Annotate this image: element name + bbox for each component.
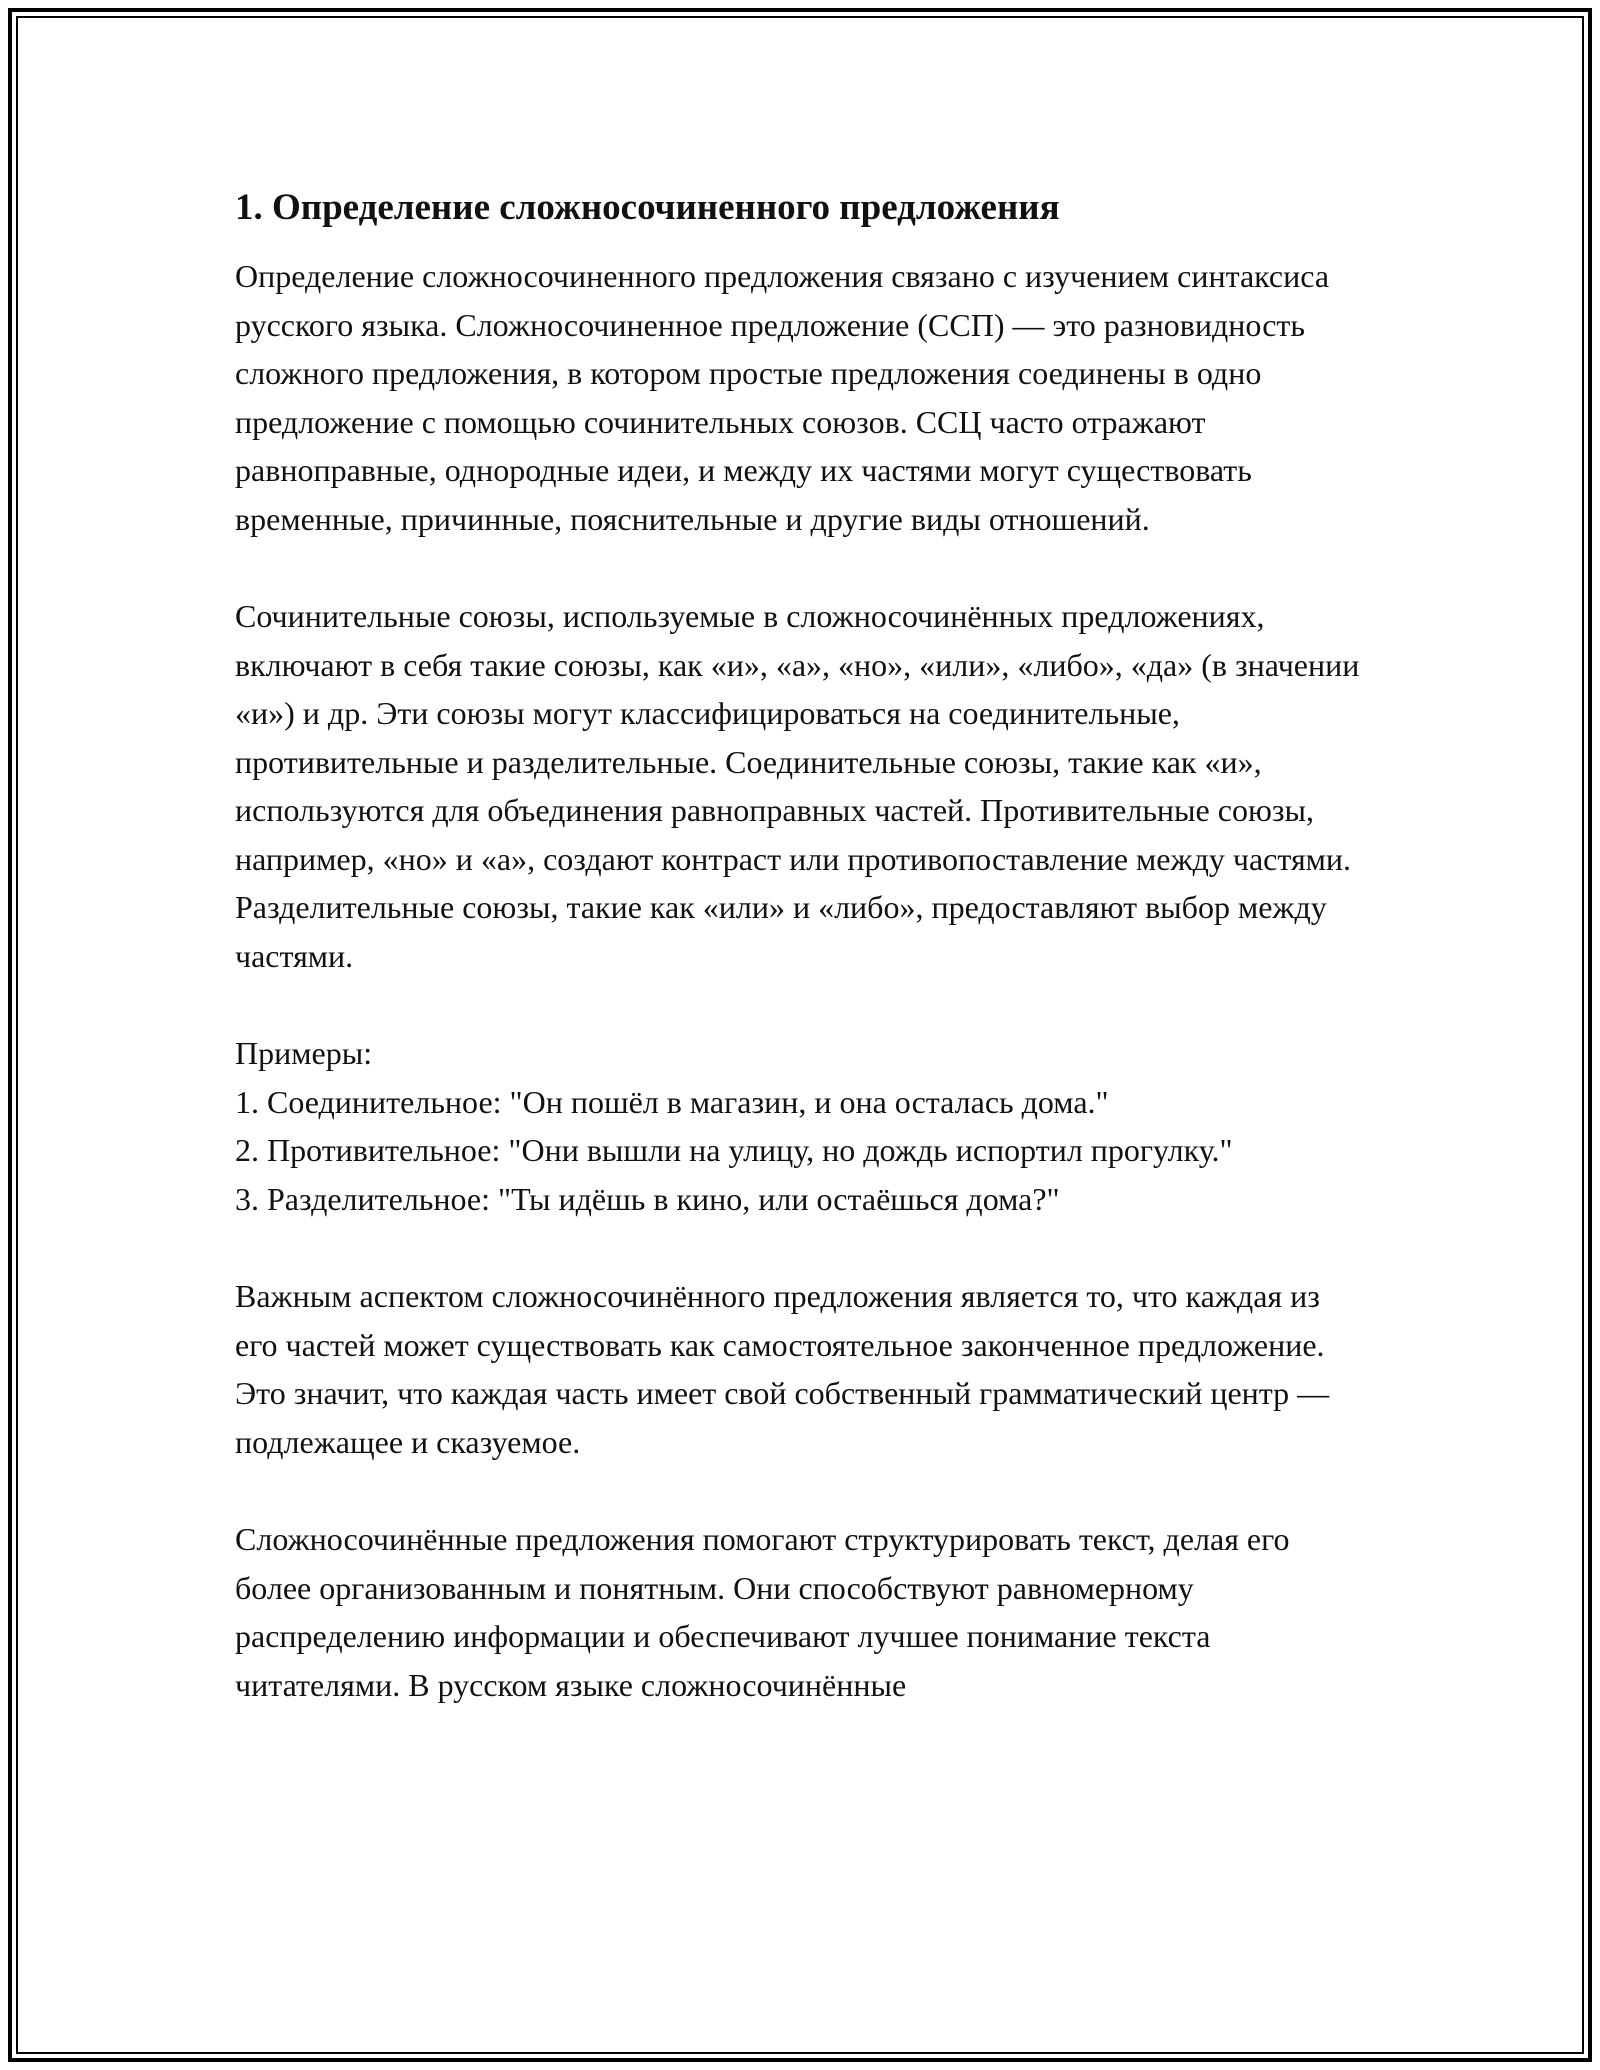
example-item-disjunctive: 3. Разделительное: "Ты идёшь в кино, или остаёшься дома?": [235, 1180, 1060, 1217]
paragraph-conjunctions: Сочинительные союзы, используемые в сложносочинённых предложениях, включают в себя такие союзы, как «и», «а», «но», «или», «либо», «да» (в значении «и») и др. Эти союзы могут классифицироваться на соединительные, противительные и разделительные. Соединительные союзы, такие как «и», используются для объединения равноправных частей. Противительные союзы, например, «но» и «а», создают контраст или противопоставление между частями. Разделительные союзы, такие как «или» и «либо», предоставляют выбор между частями.: [235, 598, 1360, 974]
examples-list: [235, 1029, 1365, 1223]
examples-heading: Примеры:: [235, 1035, 373, 1072]
document-body: [235, 186, 1365, 1758]
example-item-connective: 1. Соединительное: "Он пошёл в магазин, и она осталась дома.": [235, 1083, 1109, 1120]
paragraph-text-structure: Сложносочинённые предложения помогают структурировать текст, делая его более организованным и понятным. Они способствуют равномерному распределению информации и обеспечивают лучшее понимание текста читателями. В русском языке сложносочинённые: [235, 1521, 1290, 1703]
paragraph-grammatical-center: Важным аспектом сложносочинённого предложения является то, что каждая из его частей может существовать как самостоятельное законченное предложение. Это значит, что каждая часть имеет свой собственный грамматический центр — подлежащее и сказуемое.: [235, 1278, 1330, 1460]
paragraph-definition: Определение сложносочиненного предложения связано с изучением синтаксиса русского языка. Сложносочиненное предложение (ССП) — это разновидность сложного предложения, в котором простые предложения соединены в одно предложение с помощью сочинительных союзов. ССЦ часто отражают равноправные, однородные идеи, и между их частями могут существовать временные, причинные, пояснительные и другие виды отношений.: [235, 258, 1330, 537]
example-item-adversative: 2. Противительное: "Они вышли на улицу, но дождь испортил прогулку.": [235, 1132, 1233, 1169]
section-title: 1. Определение сложносочиненного предложения: [235, 187, 1060, 228]
